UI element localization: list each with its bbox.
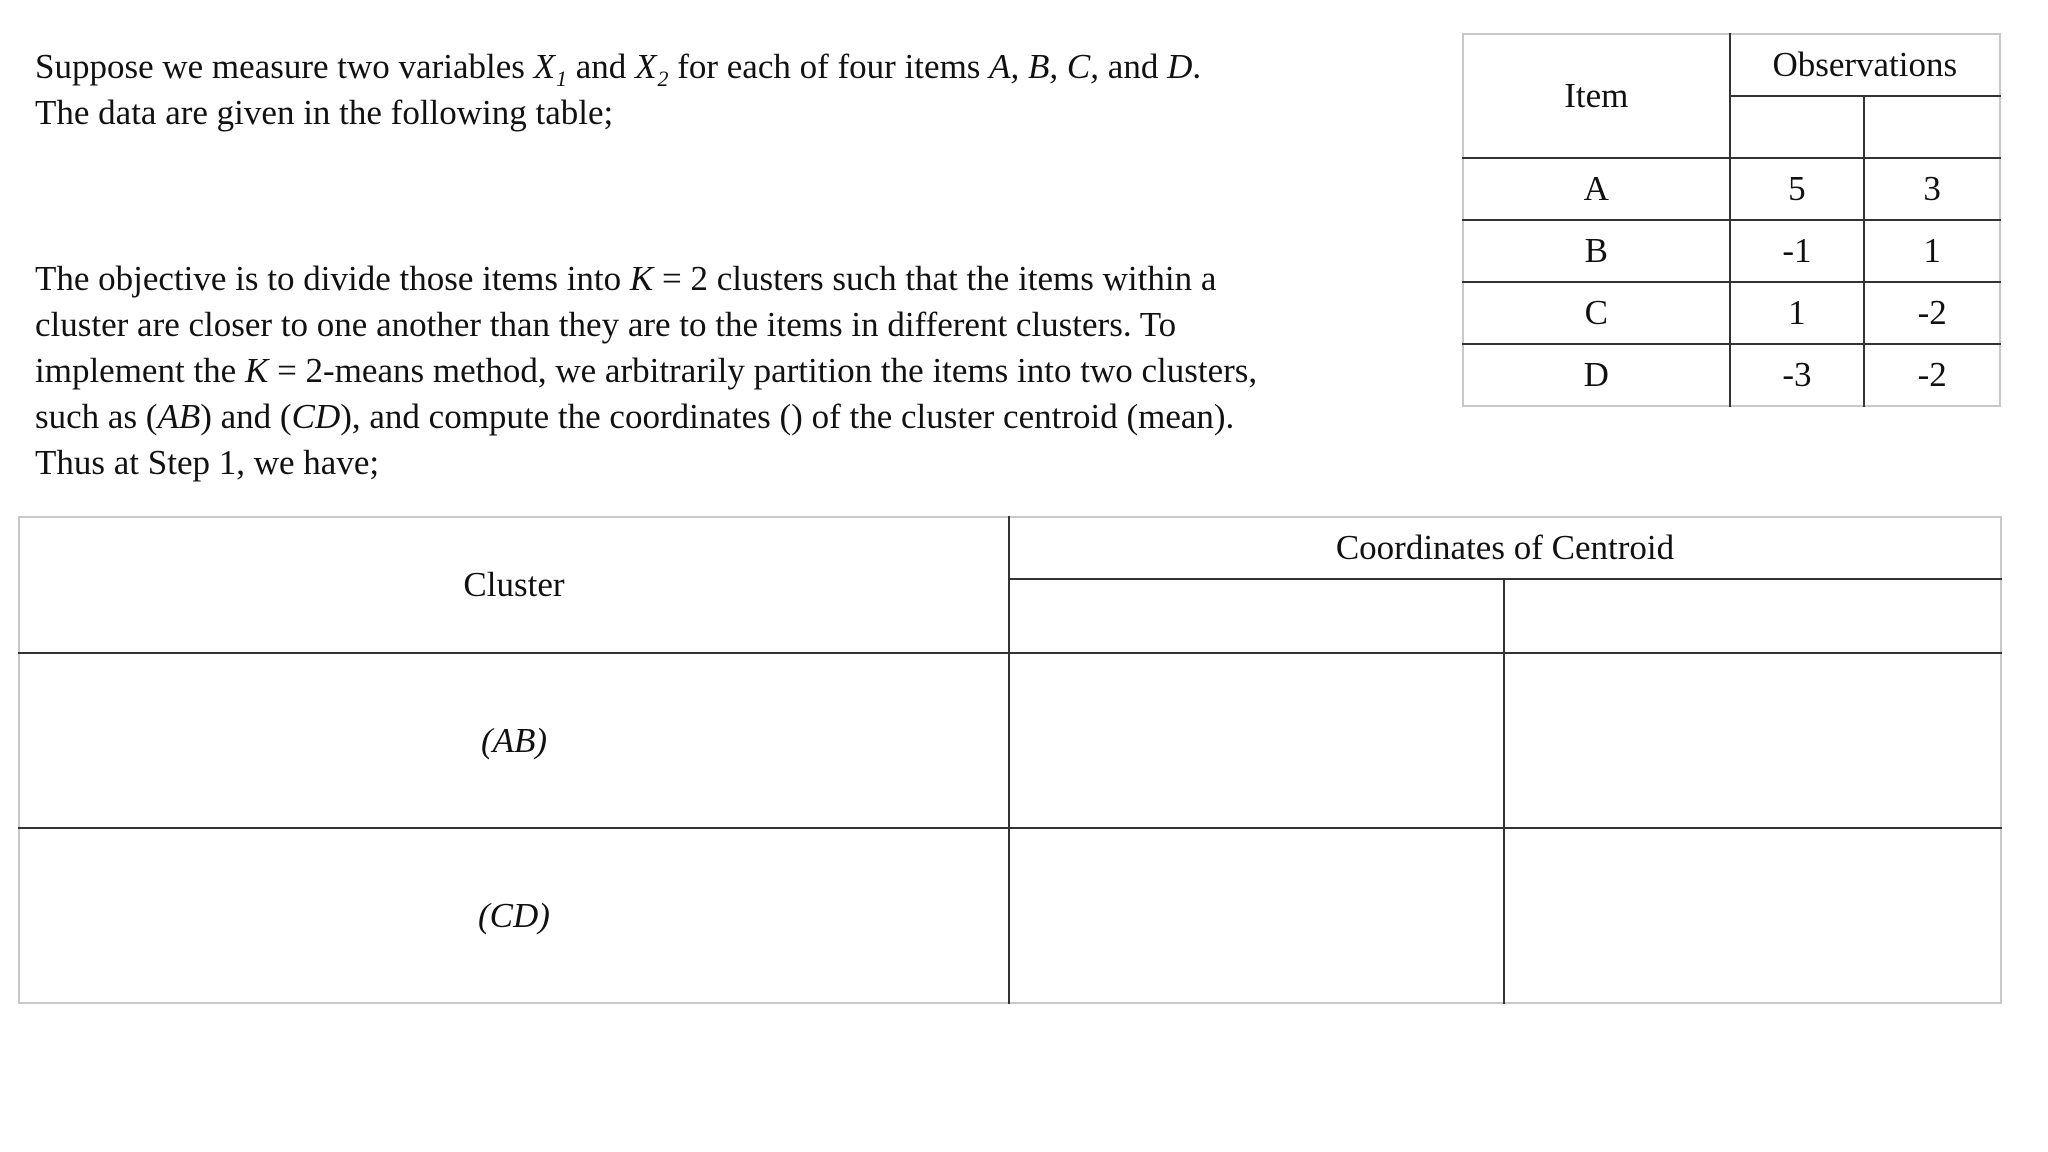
intro-line-1 <box>35 44 1435 90</box>
cluster-cell <box>19 653 1009 828</box>
subheader-x1 <box>1730 96 1865 158</box>
objective-text: = 2 clusters such that the items within a <box>653 259 1217 298</box>
objective-line-3 <box>35 348 1435 394</box>
table-row <box>1463 220 2000 282</box>
objective-line-4 <box>35 394 1435 440</box>
objective-text: ) and ( <box>200 397 292 436</box>
objective-line-5: Thus at Step 1, we have; <box>35 443 380 482</box>
objective-line-1 <box>35 256 1435 302</box>
cluster-name: (AB) <box>480 720 548 760</box>
objective-text: implement the <box>35 351 245 390</box>
intro-line-2: The data are given in the following table; <box>35 93 614 132</box>
intro-text-b: and <box>567 47 636 86</box>
objective-text: = 2-means method, we arbitrarily partition the items into two clusters, <box>268 351 1258 390</box>
variable-x1-subscript: 1 <box>556 66 568 91</box>
cluster-cell <box>19 828 1009 1003</box>
items-list: A, B, C, <box>989 47 1100 86</box>
x2-cell: 1 <box>1864 220 2000 282</box>
item-cell: A <box>1463 158 1730 220</box>
intro-text-c: for each of four items <box>668 47 990 86</box>
subheader-coord-2 <box>1504 579 2001 653</box>
objective-text: The objective is to divide those items into <box>35 259 630 298</box>
intro-paragraph <box>35 44 1435 136</box>
table-row <box>1463 158 2000 220</box>
item-cell: C <box>1463 282 1730 344</box>
k-variable: K <box>629 259 654 298</box>
item-last: D <box>1167 47 1193 86</box>
table-row <box>1463 282 2000 344</box>
table-row <box>19 653 2001 828</box>
cluster-cd-label: CD <box>291 397 341 436</box>
cluster-name: (CD) <box>478 895 550 935</box>
variable-x2: X <box>635 47 657 86</box>
centroid-header-row <box>19 517 2001 579</box>
objective-paragraph <box>35 256 1435 486</box>
table-row <box>19 828 2001 1003</box>
objective-text: such as ( <box>35 397 158 436</box>
header-observations: Observations <box>1730 34 2000 96</box>
intro-text-a: Suppose we measure two variables <box>35 47 534 86</box>
intro-text-e: . <box>1192 47 1202 86</box>
item-cell: B <box>1463 220 1730 282</box>
k-variable: K <box>244 351 269 390</box>
centroid-coord-1-cell <box>1009 828 1505 1003</box>
x1-cell: -1 <box>1730 220 1865 282</box>
header-item: Item <box>1463 34 1730 158</box>
observations-table <box>1462 33 2001 407</box>
item-cell: D <box>1463 344 1730 406</box>
x1-cell: 1 <box>1730 282 1865 344</box>
subheader-x2 <box>1864 96 2000 158</box>
cluster-ab-label: AB <box>157 397 201 436</box>
centroid-table <box>18 516 2002 1004</box>
centroid-coord-2-cell <box>1504 828 2001 1003</box>
x2-cell: -2 <box>1864 282 2000 344</box>
centroid-coord-2-cell <box>1504 653 2001 828</box>
subheader-coord-1 <box>1009 579 1505 653</box>
objective-text: ), and compute the coordinates () of the cluster centroid (mean). <box>340 397 1235 436</box>
header-cluster: Cluster <box>19 517 1009 653</box>
variable-x1: X <box>533 47 556 86</box>
header-coordinates: Coordinates of Centroid <box>1009 517 2001 579</box>
variable-x2-subscript: 2 <box>657 66 669 91</box>
x2-cell: -2 <box>1864 344 2000 406</box>
x2-cell: 3 <box>1864 158 2000 220</box>
centroid-coord-1-cell <box>1009 653 1505 828</box>
objective-line-2: cluster are closer to one another than they are to the items in different clusters. To <box>35 305 1177 344</box>
x1-cell: -3 <box>1730 344 1865 406</box>
intro-text-d: and <box>1099 47 1168 86</box>
table-row <box>1463 344 2000 406</box>
observations-header-row <box>1463 34 2000 96</box>
x1-cell: 5 <box>1730 158 1865 220</box>
